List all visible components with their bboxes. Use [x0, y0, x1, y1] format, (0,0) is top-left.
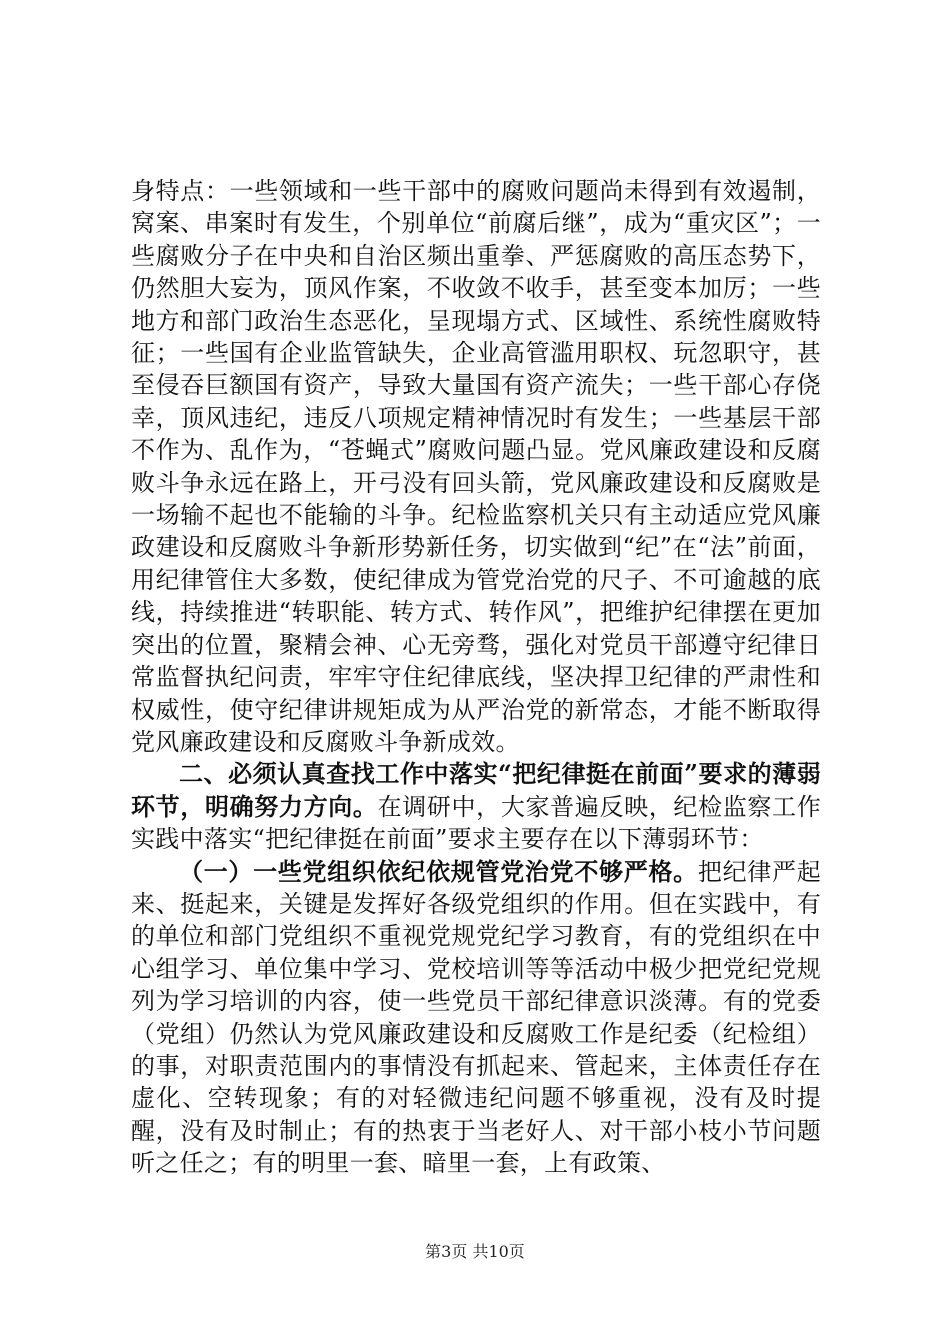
section-heading: 二、必须认真查找工作中落实“把纪律挺在前面”要求的薄弱环节，明确努力方向。 — [131, 759, 821, 821]
item-paragraph — [131, 856, 821, 1180]
page-number-footer: 第3页 共10页 — [425, 1242, 525, 1261]
item-text: 把纪律严起来、挺起来，关键是发挥好各级党组织的作用。但在实践中，有的单位和部门党组织不重视党规党纪学习教育，有的党组织在中心组学习、单位集中学习、党校培训等等活动中极少把党纪党规列为学习培训的内容，使一些党员干部纪律意识淡薄。有的党委（党组）仍然认为党风廉政建设和反腐败工作是纪委（纪检组）的事，对职责范围内的事情没有抓起来、管起来，主体责任存在虚化、空转现象；有的对轻微违纪问题不够重视，没有及时提醒，没有及时制止；有的热衷于当老好人、对干部小枝小节问题听之任之；有的明里一套、暗里一套，上有政策、 — [131, 857, 821, 1178]
body-paragraph: 身特点：一些领域和一些干部中的腐败问题尚未得到有效遏制，窝案、串案时有发生，个别单位“前腐后继”，成为“重灾区”；一些腐败分子在中央和自治区频出重拳、严惩腐败的高压态势下，仍然胆大妄为，顶风作案，不收敛不收手，甚至变本加厉；一些地方和部门政治生态恶化，呈现塌方式、区域性、系统性腐败特征；一些国有企业监管缺失，企业高管滥用职权、玩忽职守，甚至侵吞巨额国有资产，导致大量国有资产流失；一些干部心存侥幸，顶风违纪，违反八项规定精神情况时有发生；一些基层干部不作为、乱作为，“苍蝇式”腐败问题凸显。党风廉政建设和反腐败斗争永远在路上，开弓没有回头箭，党风廉政建设和反腐败是一场输不起也不能输的斗争。纪检监察机关只有主动适应党风廉政建设和反腐败斗争新形势新任务，切实做到“纪”在“法”前面，用纪律管住大多数，使纪律成为管党治党的尺子、不可逾越的底线，持续推进“转职能、转方式、转作风”，把维护纪律摆在更加突出的位置，聚精会神、心无旁骛，强化对党员干部遵守纪律日常监督执纪问责，牢牢守住纪律底线，坚决捍卫纪律的严肃性和权威性，使守纪律讲规矩成为从严治党的新常态，才能不断取得党风廉政建设和反腐败斗争新成效。 — [131, 177, 821, 756]
item-heading: （一）一些党组织依纪依规管党治党不够严格。 — [179, 856, 698, 886]
section-paragraph — [131, 758, 821, 855]
document-body — [131, 175, 821, 1180]
section-text: 在调研中，大家普遍反映，纪检监察工作实践中落实“把纪律挺在前面”要求主要存在以下薄弱环节： — [131, 792, 822, 854]
